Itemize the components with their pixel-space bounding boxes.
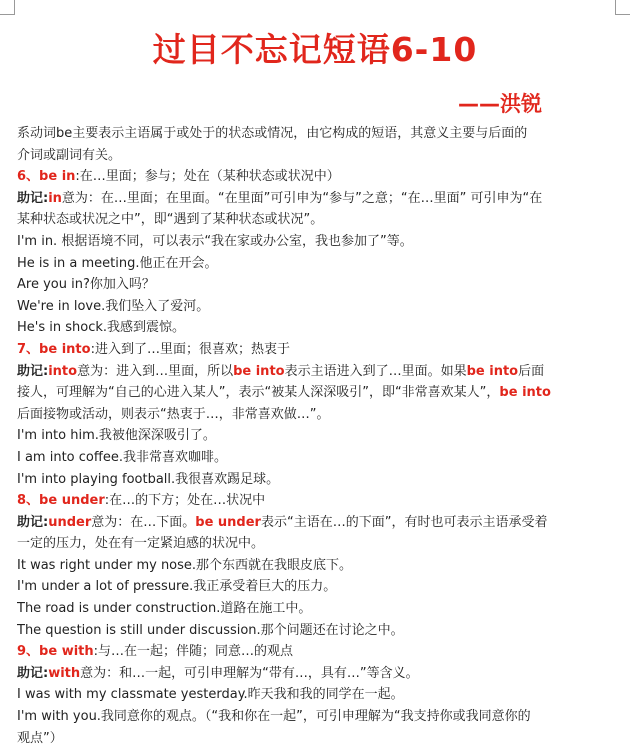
mnemonic-text: 后面 — [518, 363, 545, 379]
heading-colon: : — [75, 169, 80, 185]
heading-phrase: be with — [39, 644, 94, 660]
example-sentence: I am into coffee.我非常喜欢咖啡。 — [17, 449, 227, 465]
heading-meaning: 进入到了…里面；很喜欢；热衷于 — [94, 341, 290, 357]
heading-number: 8、 — [17, 493, 40, 509]
example-sentence: We're in love.我们坠入了爱河。 — [17, 298, 210, 314]
example-sentence: I'm into playing football.我很喜欢踢足球。 — [17, 471, 280, 487]
example-sentence: The question is still under discussion.那个问题还在讨论之中。 — [17, 622, 404, 638]
keyword: in — [48, 190, 62, 206]
mnemonic-text: 意为：在…下面。 — [91, 514, 196, 530]
heading-colon: : — [93, 644, 99, 660]
example-sentence: It was right under my nose.那个东西就在我眼皮底下。 — [17, 557, 353, 573]
heading-number: 6、 — [17, 169, 40, 185]
keyword: be into — [466, 363, 519, 379]
keyword: with — [48, 665, 81, 681]
section-heading-7 — [17, 339, 617, 361]
example-sentence: I was with my classmate yesterday.昨天我和我的同学在一起。 — [17, 687, 404, 703]
mnemonic-line: 某种状态或状况之中”，即“遇到了某种状态或状况”。 — [17, 212, 324, 228]
document-body — [17, 123, 617, 749]
heading-colon: : — [104, 493, 110, 509]
mnemonic-label: 助记: — [17, 363, 49, 379]
keyword: be under — [195, 514, 261, 530]
keyword: be into — [233, 363, 285, 379]
example-sentence: Are you in?你加入吗？ — [17, 277, 155, 293]
example-sentence: The road is under construction.道路在施工中。 — [17, 601, 312, 617]
author-signature: ——洪锐 — [458, 92, 542, 116]
example-sentence: I'm with you.我同意你的观点。（“我和你在一起”，可引申理解为“我支持你或我同意你的 — [17, 709, 531, 725]
corner-mark-top-left — [0, 0, 15, 15]
heading-phrase: be in — [39, 169, 76, 185]
mnemonic-line — [17, 361, 617, 383]
intro-line: 系动词be主要表示主语属于或处于的状态或情况，由它构成的短语，其意义主要与后面的 — [17, 126, 528, 141]
mnemonic-text: 意为：进入到…里面，所以 — [77, 363, 234, 379]
mnemonic-line — [17, 382, 617, 404]
mnemonic-text: 意为：和…一起，可引申理解为“带有…，具有…”等含义。 — [80, 665, 419, 681]
section-heading-8 — [17, 490, 617, 512]
heading-meaning: 在…的下方；处在…状况中 — [109, 493, 266, 509]
mnemonic-line: 一定的压力，处在有一定紧迫感的状况中。 — [17, 536, 265, 552]
mnemonic-text: 表示“主语在…的下面”，有时也可表示主语承受着 — [260, 514, 548, 530]
mnemonic-text: 表示主语进入到了…里面。如果 — [284, 363, 467, 379]
mnemonic-line — [17, 188, 617, 210]
mnemonic-text: 接人，可理解为“自己的心进入某人”，表示“被某人深深吸引”，即“非常喜欢某人”， — [17, 385, 500, 401]
keyword: be into — [499, 385, 551, 401]
heading-colon: : — [90, 341, 95, 357]
mnemonic-line — [17, 663, 617, 685]
mnemonic-label: 助记: — [17, 665, 49, 681]
intro-line: 介词或副词有关。 — [17, 147, 122, 163]
example-sentence: I'm into him.我被他深深吸引了。 — [17, 428, 216, 444]
mnemonic-line: 后面接物或活动，则表示“热衷于…，非常喜欢做…”。 — [17, 406, 330, 422]
heading-meaning: 与…在一起；伴随；同意…的观点 — [98, 644, 294, 660]
heading-phrase: be under — [39, 493, 105, 509]
section-heading-9 — [17, 641, 617, 663]
example-sentence: I'm under a lot of pressure.我正承受着巨大的压力。 — [17, 579, 337, 595]
heading-number: 9、 — [17, 644, 40, 660]
example-sentence: I'm in. 根据语境不同，可以表示“我在家或办公室，我也参加了”等。 — [17, 233, 413, 249]
corner-mark-top-right — [615, 0, 630, 15]
heading-phrase: be into — [39, 341, 91, 357]
example-sentence: 观点”） — [17, 730, 63, 746]
section-heading-6 — [17, 166, 617, 188]
mnemonic-label: 助记: — [17, 514, 49, 530]
page-title: 过目不忘记短语6-10 — [152, 30, 478, 69]
keyword: under — [48, 514, 92, 530]
mnemonic-text: 意为：在…里面；在里面。“在里面”可引申为“参与”之意；“在…里面” 可引申为“在 — [61, 190, 543, 206]
heading-meaning: 在…里面；参与；处在（某种状态或状况中） — [79, 169, 340, 185]
example-sentence: He's in shock.我感到震惊。 — [17, 320, 186, 336]
example-sentence: He is in a meeting.他正在开会。 — [17, 255, 218, 271]
mnemonic-label: 助记: — [17, 190, 49, 206]
heading-number: 7、 — [17, 341, 40, 357]
mnemonic-line — [17, 512, 617, 534]
keyword: into — [48, 363, 78, 379]
